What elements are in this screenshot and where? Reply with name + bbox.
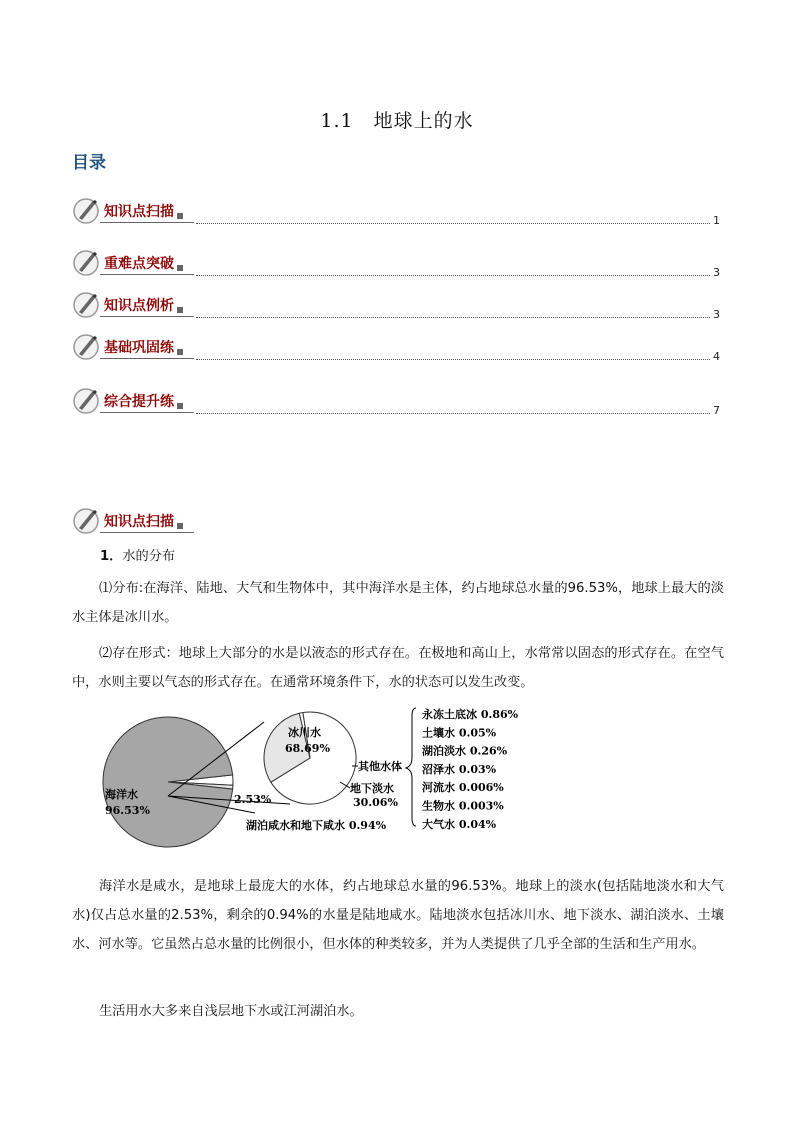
slice-value: 96.53% bbox=[105, 804, 150, 817]
other-water-entry: 湖泊淡水 0.26% bbox=[422, 744, 508, 758]
paragraph-ocean: 海洋水是咸水，是地球上最庞大的水体，约占地球总水量的96.53%。地球上的淡水(包括陆地淡水和大气水)仅占总水量的2.53%，剩余的0.94%的水量是陆地咸水。陆地淡水包括冰川水、地下淡水、湖泊淡水、土壤水、河水等。它虽然占总水量的比例很小，但水体的种类较多，并为人类提供了几乎全部的生活和生产用水。 bbox=[72, 879, 724, 952]
badge-square bbox=[177, 213, 183, 219]
pen-icon bbox=[72, 506, 102, 536]
subsection-heading bbox=[100, 545, 175, 564]
toc-leader bbox=[196, 359, 710, 360]
toc-leader bbox=[196, 275, 710, 276]
other-water-entry: 河流水 0.006% bbox=[422, 781, 504, 795]
paragraph-forms: ⑵存在形式：地球上大部分的水是以液态的形式存在。在极地和高山上，水常常以固态的形式存在。在空气中，水则主要以气态的形式存在。在通常环境条件下，水的状态可以发生改变。 bbox=[72, 646, 724, 690]
toc-page-number: 7 bbox=[713, 404, 720, 417]
slice-label: 海洋水 bbox=[105, 788, 138, 801]
slice-value: 68.69% bbox=[285, 742, 330, 755]
pen-icon bbox=[72, 196, 102, 226]
other-water-entry: 永冻土底冰 0.86% bbox=[422, 708, 519, 721]
badge-square bbox=[177, 265, 183, 271]
toc-leader bbox=[196, 413, 710, 414]
section-badge-label: 知识点扫描 bbox=[104, 514, 174, 530]
badge-square bbox=[177, 403, 183, 409]
pen-icon bbox=[72, 290, 102, 320]
other-water-entry: 生物水 0.003% bbox=[422, 799, 504, 813]
toc-page-number: 4 bbox=[713, 350, 720, 363]
badge-square bbox=[177, 523, 183, 529]
slice-label: 湖泊咸水和地下咸水 0.94% bbox=[246, 819, 387, 832]
toc-item-label: 基础巩固练 bbox=[104, 340, 174, 356]
toc-item-label: 重难点突破 bbox=[104, 256, 174, 272]
slice-value: 2.53% bbox=[234, 793, 272, 806]
slice-label: 其他水体 bbox=[358, 760, 402, 773]
other-water-entry: 大气水 0.04% bbox=[422, 817, 497, 831]
subsection-number: 1． bbox=[100, 549, 123, 564]
badge-square bbox=[177, 307, 183, 313]
slice-value: 30.06% bbox=[353, 796, 398, 809]
toc-page-number: 3 bbox=[713, 308, 720, 321]
pen-icon bbox=[72, 386, 102, 416]
toc-leader bbox=[196, 223, 710, 224]
slice-label: 冰川水 bbox=[288, 726, 321, 739]
section-badge bbox=[72, 506, 194, 536]
toc-item-label: 知识点扫描 bbox=[104, 204, 174, 220]
pen-icon bbox=[72, 332, 102, 362]
toc-heading: 目录 bbox=[72, 153, 106, 173]
water-distribution-chart bbox=[100, 700, 660, 850]
other-water-entry: 土壤水 0.05% bbox=[422, 726, 497, 740]
toc-item-5[interactable] bbox=[72, 386, 194, 416]
toc-item-1[interactable] bbox=[72, 196, 194, 226]
other-water-entry: 沼泽水 0.03% bbox=[422, 762, 497, 776]
toc-item-3[interactable] bbox=[72, 290, 194, 320]
toc-page-number: 3 bbox=[713, 266, 720, 279]
toc-item-label: 综合提升练 bbox=[104, 394, 174, 410]
paragraph-domestic-water: 生活用水大多来自浅层地下水或江河湖泊水。 bbox=[99, 1004, 363, 1019]
badge-square bbox=[177, 349, 183, 355]
pen-icon bbox=[72, 248, 102, 278]
toc-item-2[interactable] bbox=[72, 248, 194, 278]
toc-item-label: 知识点例析 bbox=[104, 298, 174, 314]
toc-leader bbox=[196, 317, 710, 318]
paragraph-distribution: ⑴分布:在海洋、陆地、大气和生物体中，其中海洋水是主体，约占地球总水量的96.53%，地球上最大的淡水主体是冰川水。 bbox=[72, 581, 724, 625]
subsection-title: 水的分布 bbox=[122, 549, 176, 564]
toc-page-number: 1 bbox=[713, 214, 720, 227]
slice-label: 地下淡水 bbox=[350, 782, 394, 795]
toc-item-4[interactable] bbox=[72, 332, 194, 362]
page-title: 1.1 地球上的水 bbox=[320, 110, 474, 132]
